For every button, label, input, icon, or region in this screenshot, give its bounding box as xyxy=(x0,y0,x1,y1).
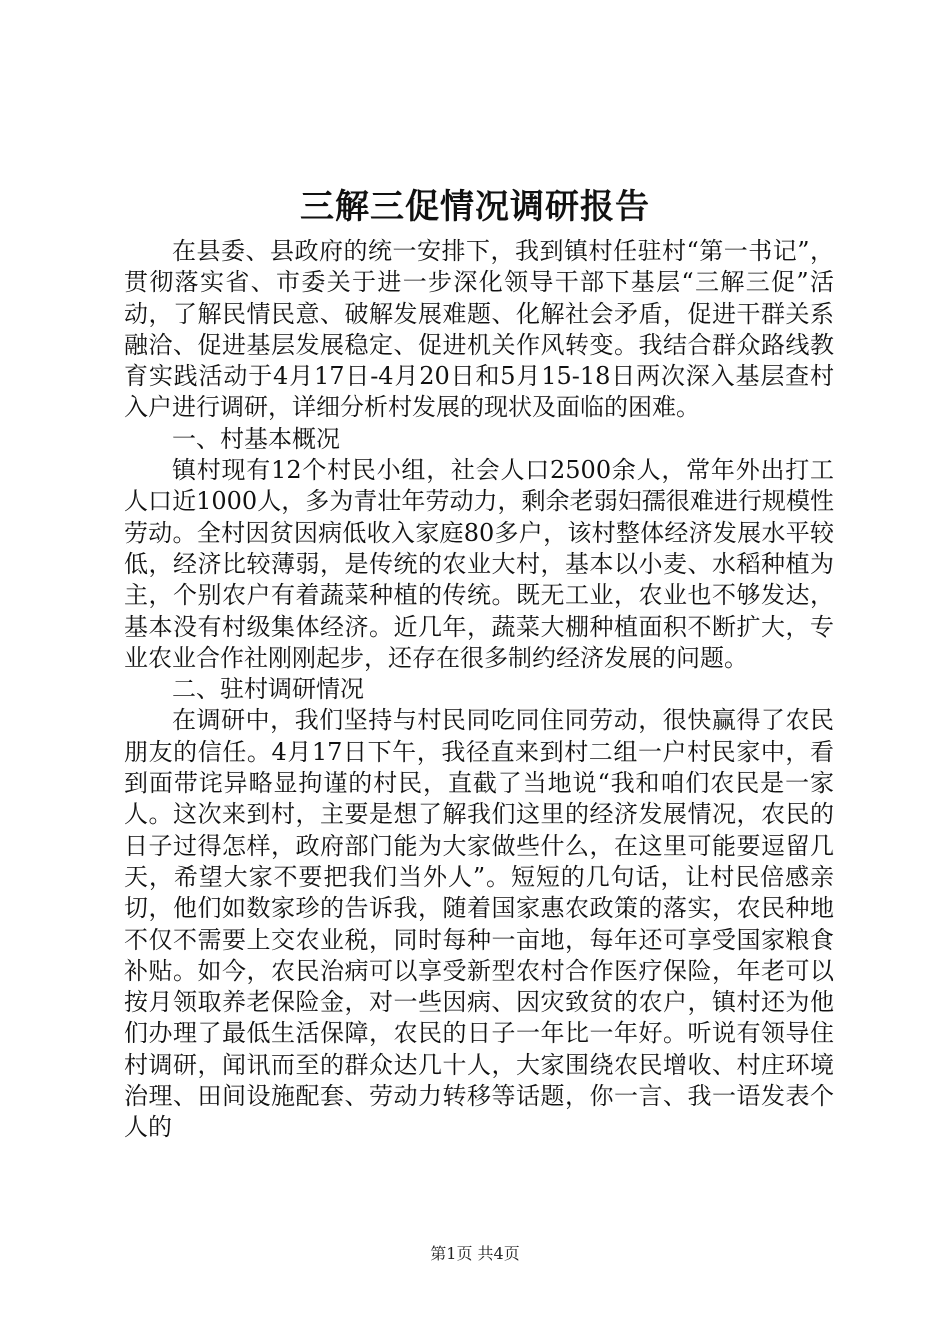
page-footer: 第1页 共4页 xyxy=(430,1244,520,1263)
section-1-paragraph: 镇村现有12个村民小组，社会人口2500余人，常年外出打工人口近1000人，多为青壮年劳动力，剩余老弱妇孺很难进行规模性劳动。全村因贫因病低收入家庭80多户，该村整体经济发展水平较低，经济比较薄弱，是传统的农业大村，基本以小麦、水稻种植为主，个别农户有着蔬菜种植的传统。既无工业，农业也不够发达，基本没有村级集体经济。近几年，蔬菜大棚种植面积不断扩大，专业农业合作社刚刚起步，还存在很多制约经济发展的问题。 xyxy=(124,456,834,672)
section-heading-1: 一、村基本概况 xyxy=(172,424,340,453)
section-2-paragraph: 在调研中，我们坚持与村民同吃同住同劳动，很快赢得了农民朋友的信任。4月17日下午，我径直来到村二组一户村民家中，看到面带诧异略显拘谨的村民，直截了当地说“我和咱们农民是一家人。这次来到村，主要是想了解我们这里的经济发展情况，农民的日子过得怎样，政府部门能为大家做些什么，在这里可能要逗留几天，希望大家不要把我们当外人”。短短的几句话，让村民倍感亲切，他们如数家珍的告诉我，随着国家惠农政策的落实，农民种地不仅不需要上交农业税，同时每种一亩地，每年还可享受国家粮食补贴。如今，农民治病可以享受新型农村合作医疗保险，年老可以按月领取养老保险金，对一些因病、因灾致贫的农户，镇村还为他们办理了最低生活保障，农民的日子一年比一年好。听说有领导住村调研，闻讯而至的群众达几十人，大家围绕农民增收、村庄环境治理、田间设施配套、劳动力转移等话题，你一言、我一语发表个人的 xyxy=(124,706,834,1142)
document-title: 三解三促情况调研报告 xyxy=(300,187,650,227)
intro-paragraph: 在县委、县政府的统一安排下，我到镇村任驻村“第一书记”，贯彻落实省、市委关于进一步深化领导干部下基层“三解三促”活动，了解民情民意、破解发展难题、化解社会矛盾，促进干群关系融洽、促进基层发展稳定、促进机关作风转变。我结合群众路线教育实践活动于4月17日-4月20日和5月15-18日两次深入基层查村入户进行调研，详细分析村发展的现状及面临的困难。 xyxy=(124,237,834,422)
section-heading-2: 二、驻村调研情况 xyxy=(172,675,364,704)
document-body xyxy=(124,236,834,1144)
